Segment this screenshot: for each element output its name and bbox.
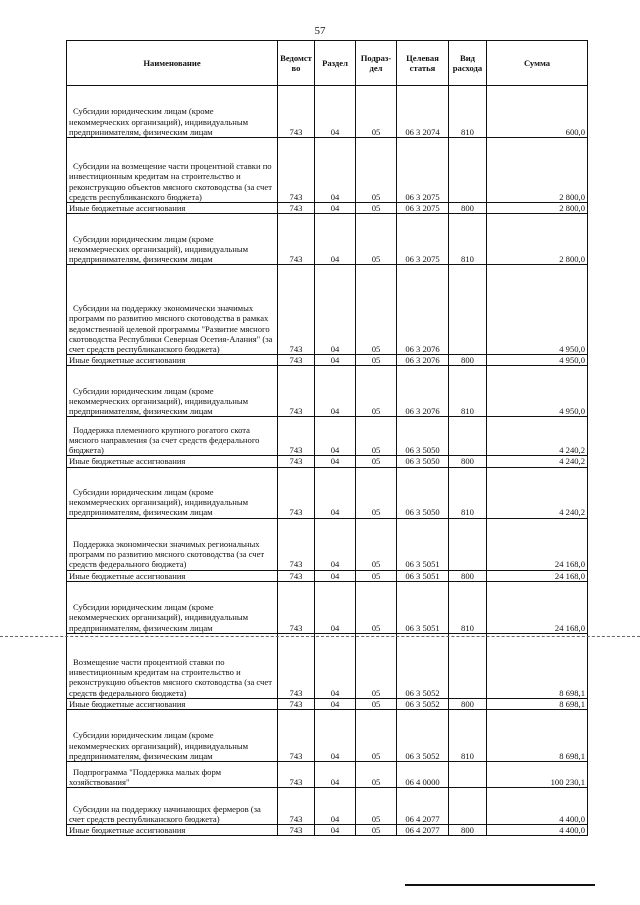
row-section: 04 xyxy=(315,570,356,581)
row-amount: 4 950,0 xyxy=(487,265,588,355)
row-target: 06 3 2074 xyxy=(397,86,449,138)
header-subsection: Подраз- дел xyxy=(356,41,397,86)
row-target: 06 3 5050 xyxy=(397,456,449,467)
row-amount: 4 950,0 xyxy=(487,355,588,366)
row-department: 743 xyxy=(278,417,315,456)
row-section: 04 xyxy=(315,518,356,570)
row-section: 04 xyxy=(315,825,356,836)
table-row xyxy=(67,518,588,570)
row-name: Возмещение части процентной ставки по инвестиционным кредитам на строительство и реконструкцию объектов мясного скотоводства (за счет средств федерального бюджета) xyxy=(67,633,278,698)
row-subsection: 05 xyxy=(356,214,397,265)
row-department: 743 xyxy=(278,825,315,836)
row-subsection: 05 xyxy=(356,698,397,709)
row-name: Субсидии юридическим лицам (кроме некоммерческих организаций), индивидуальным предпринимателям, физическим лицам xyxy=(67,710,278,762)
row-expense-type: 800 xyxy=(449,355,487,366)
row-section: 04 xyxy=(315,355,356,366)
row-department: 743 xyxy=(278,788,315,825)
row-department: 743 xyxy=(278,366,315,417)
row-name: Субсидии на поддержку экономически значимых программ по развитию мясного скотоводства в рамках ведомственной целевой программы "Развитие мясного скотоводства Республики Северная Осетия-Алания" (за счет средств республиканского бюджета) xyxy=(67,265,278,355)
row-target: 06 3 5051 xyxy=(397,581,449,633)
table-row xyxy=(67,467,588,518)
table-row xyxy=(67,214,588,265)
budget-table xyxy=(66,40,588,836)
row-department: 743 xyxy=(278,762,315,788)
row-department: 743 xyxy=(278,214,315,265)
row-subsection: 05 xyxy=(356,825,397,836)
row-target: 06 3 5052 xyxy=(397,698,449,709)
row-section: 04 xyxy=(315,467,356,518)
row-target: 06 3 5052 xyxy=(397,633,449,698)
row-section: 04 xyxy=(315,214,356,265)
row-amount: 600,0 xyxy=(487,86,588,138)
row-name: Субсидии на поддержку начинающих фермеров (за счет средств республиканского бюджета) xyxy=(67,788,278,825)
row-department: 743 xyxy=(278,581,315,633)
row-expense-type: 800 xyxy=(449,456,487,467)
row-name: Иные бюджетные ассигнования xyxy=(67,570,278,581)
row-section: 04 xyxy=(315,417,356,456)
row-name: Субсидии юридическим лицам (кроме некоммерческих организаций), индивидуальным предпринимателям, физическим лицам xyxy=(67,86,278,138)
row-expense-type xyxy=(449,518,487,570)
row-department: 743 xyxy=(278,710,315,762)
table-row xyxy=(67,710,588,762)
row-expense-type: 810 xyxy=(449,366,487,417)
row-amount: 4 240,2 xyxy=(487,456,588,467)
row-subsection: 05 xyxy=(356,86,397,138)
row-amount: 4 240,2 xyxy=(487,417,588,456)
table-row xyxy=(67,762,588,788)
row-section: 04 xyxy=(315,203,356,214)
row-name: Субсидии на возмещение части процентной ставки по инвестиционным кредитам на строительство и реконструкцию объектов мясного скотоводства (за счет средств республиканского бюджета) xyxy=(67,138,278,203)
row-target: 06 3 2076 xyxy=(397,265,449,355)
row-name: Подпрограмма "Поддержка малых форм хозяйствования" xyxy=(67,762,278,788)
row-amount: 24 168,0 xyxy=(487,518,588,570)
row-target: 06 3 2075 xyxy=(397,214,449,265)
row-name: Поддержка экономически значимых региональных программ по развитию мясного скотоводства (за счет средств федерального бюджета) xyxy=(67,518,278,570)
row-subsection: 05 xyxy=(356,138,397,203)
row-section: 04 xyxy=(315,762,356,788)
page-number: 57 xyxy=(314,25,326,37)
row-department: 743 xyxy=(278,86,315,138)
table-row xyxy=(67,570,588,581)
header-target: Целевая статья xyxy=(397,41,449,86)
row-amount: 2 800,0 xyxy=(487,138,588,203)
row-department: 743 xyxy=(278,265,315,355)
table-row xyxy=(67,788,588,825)
row-department: 743 xyxy=(278,138,315,203)
table-row xyxy=(67,86,588,138)
row-subsection: 05 xyxy=(356,518,397,570)
row-target: 06 3 5052 xyxy=(397,710,449,762)
row-subsection: 05 xyxy=(356,265,397,355)
row-department: 743 xyxy=(278,203,315,214)
row-target: 06 3 5051 xyxy=(397,518,449,570)
row-expense-type: 800 xyxy=(449,698,487,709)
row-subsection: 05 xyxy=(356,467,397,518)
row-amount: 2 800,0 xyxy=(487,214,588,265)
row-subsection: 05 xyxy=(356,456,397,467)
row-amount: 8 698,1 xyxy=(487,698,588,709)
row-subsection: 05 xyxy=(356,788,397,825)
row-department: 743 xyxy=(278,570,315,581)
row-expense-type xyxy=(449,265,487,355)
row-amount: 2 800,0 xyxy=(487,203,588,214)
row-name: Иные бюджетные ассигнования xyxy=(67,825,278,836)
row-target: 06 4 2077 xyxy=(397,788,449,825)
row-expense-type: 800 xyxy=(449,570,487,581)
row-name: Иные бюджетные ассигнования xyxy=(67,698,278,709)
row-target: 06 3 5050 xyxy=(397,467,449,518)
row-name: Иные бюджетные ассигнования xyxy=(67,456,278,467)
row-expense-type: 810 xyxy=(449,581,487,633)
row-name: Субсидии юридическим лицам (кроме некоммерческих организаций), индивидуальным предпринимателям, физическим лицам xyxy=(67,214,278,265)
row-section: 04 xyxy=(315,366,356,417)
table-row xyxy=(67,355,588,366)
row-section: 04 xyxy=(315,788,356,825)
row-subsection: 05 xyxy=(356,417,397,456)
row-section: 04 xyxy=(315,698,356,709)
row-target: 06 3 2076 xyxy=(397,366,449,417)
row-expense-type: 800 xyxy=(449,825,487,836)
scan-fold-line xyxy=(0,636,640,637)
row-expense-type xyxy=(449,138,487,203)
row-amount: 100 230,1 xyxy=(487,762,588,788)
row-section: 04 xyxy=(315,265,356,355)
row-expense-type: 810 xyxy=(449,214,487,265)
row-subsection: 05 xyxy=(356,203,397,214)
table-row xyxy=(67,456,588,467)
table-row xyxy=(67,581,588,633)
row-amount: 4 950,0 xyxy=(487,366,588,417)
header-amount: Сумма xyxy=(487,41,588,86)
row-department: 743 xyxy=(278,456,315,467)
row-subsection: 05 xyxy=(356,710,397,762)
table-row xyxy=(67,633,588,698)
row-target: 06 3 2075 xyxy=(397,138,449,203)
row-subsection: 05 xyxy=(356,633,397,698)
row-expense-type xyxy=(449,633,487,698)
row-expense-type: 810 xyxy=(449,710,487,762)
row-department: 743 xyxy=(278,467,315,518)
row-amount: 4 400,0 xyxy=(487,825,588,836)
row-target: 06 4 2077 xyxy=(397,825,449,836)
row-department: 743 xyxy=(278,698,315,709)
row-name: Иные бюджетные ассигнования xyxy=(67,203,278,214)
table-row xyxy=(67,203,588,214)
table-row xyxy=(67,265,588,355)
row-target: 06 3 5050 xyxy=(397,417,449,456)
row-expense-type xyxy=(449,788,487,825)
header-expense-type: Вид расхода xyxy=(449,41,487,86)
row-section: 04 xyxy=(315,138,356,203)
row-department: 743 xyxy=(278,518,315,570)
row-amount: 4 240,2 xyxy=(487,467,588,518)
row-section: 04 xyxy=(315,710,356,762)
row-amount: 24 168,0 xyxy=(487,581,588,633)
row-amount: 8 698,1 xyxy=(487,710,588,762)
row-subsection: 05 xyxy=(356,762,397,788)
table-header-row xyxy=(67,41,588,86)
row-name: Субсидии юридическим лицам (кроме некоммерческих организаций), индивидуальным предпринимателям, физическим лицам xyxy=(67,467,278,518)
row-name: Поддержка племенного крупного рогатого скота мясного направления (за счет средств федерального бюджета) xyxy=(67,417,278,456)
row-section: 04 xyxy=(315,456,356,467)
row-expense-type: 810 xyxy=(449,467,487,518)
row-name: Иные бюджетные ассигнования xyxy=(67,355,278,366)
bottom-rule xyxy=(405,884,595,886)
row-department: 743 xyxy=(278,633,315,698)
row-section: 04 xyxy=(315,86,356,138)
header-department: Ведомст во xyxy=(278,41,315,86)
header-name: Наименование xyxy=(67,41,278,86)
row-section: 04 xyxy=(315,581,356,633)
row-expense-type xyxy=(449,417,487,456)
row-subsection: 05 xyxy=(356,366,397,417)
row-target: 06 3 5051 xyxy=(397,570,449,581)
row-expense-type: 810 xyxy=(449,86,487,138)
row-target: 06 4 0000 xyxy=(397,762,449,788)
row-amount: 8 698,1 xyxy=(487,633,588,698)
table-row xyxy=(67,138,588,203)
table-row xyxy=(67,698,588,709)
row-amount: 24 168,0 xyxy=(487,570,588,581)
row-expense-type xyxy=(449,762,487,788)
row-expense-type: 800 xyxy=(449,203,487,214)
table-row xyxy=(67,366,588,417)
row-subsection: 05 xyxy=(356,570,397,581)
row-name: Субсидии юридическим лицам (кроме некоммерческих организаций), индивидуальным предпринимателям, физическим лицам xyxy=(67,366,278,417)
header-section: Раздел xyxy=(315,41,356,86)
row-target: 06 3 2075 xyxy=(397,203,449,214)
row-subsection: 05 xyxy=(356,581,397,633)
table-row xyxy=(67,825,588,836)
row-section: 04 xyxy=(315,633,356,698)
row-department: 743 xyxy=(278,355,315,366)
row-subsection: 05 xyxy=(356,355,397,366)
row-target: 06 3 2076 xyxy=(397,355,449,366)
table-row xyxy=(67,417,588,456)
row-name: Субсидии юридическим лицам (кроме некоммерческих организаций), индивидуальным предпринимателям, физическим лицам xyxy=(67,581,278,633)
row-amount: 4 400,0 xyxy=(487,788,588,825)
